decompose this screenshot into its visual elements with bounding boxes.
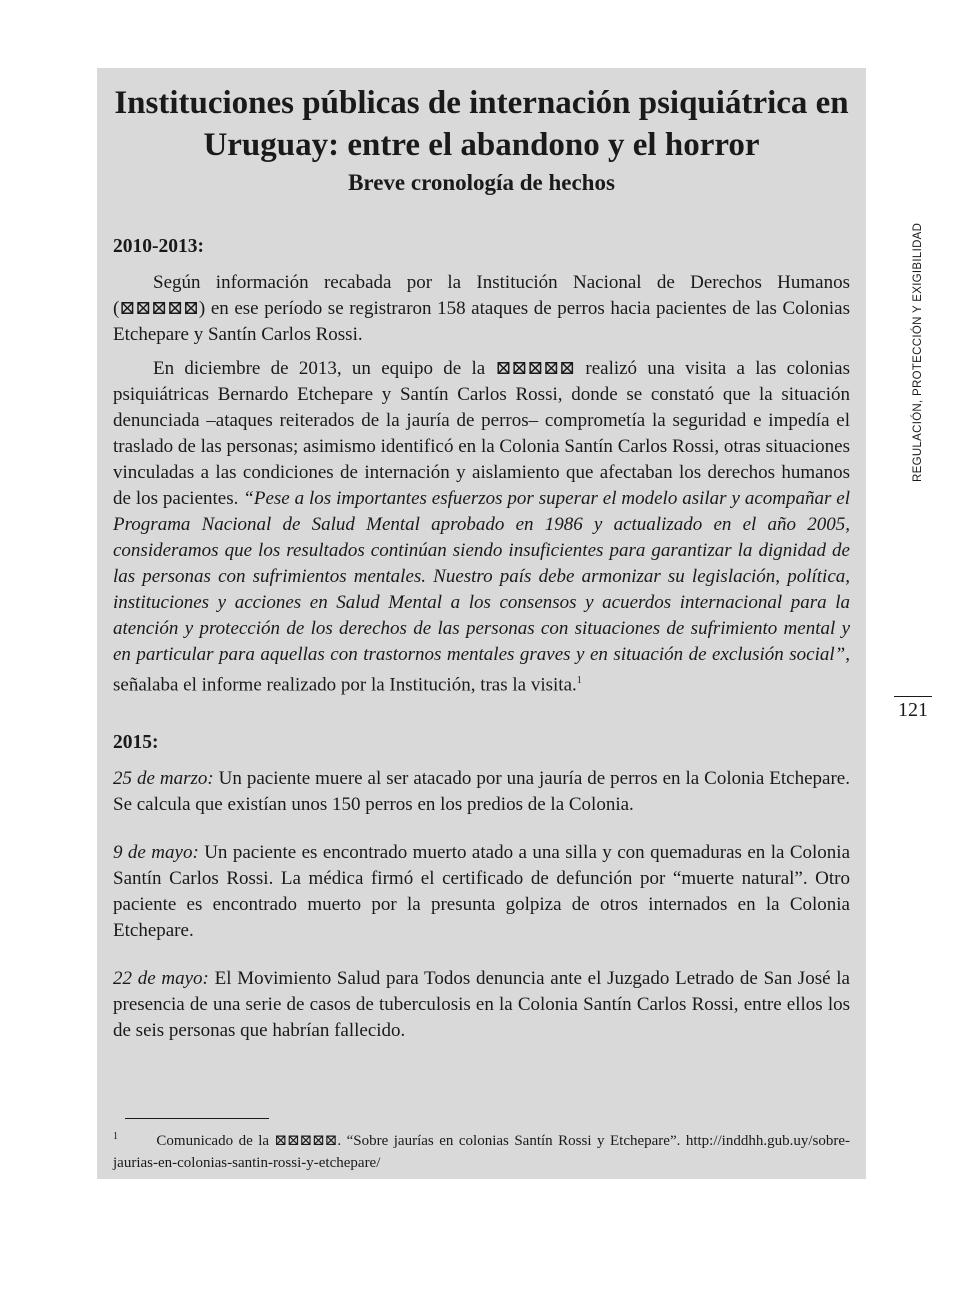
paragraph-2010-2-end: , señalaba el informe realizado por la Institución, tras la visita. (113, 644, 850, 696)
entry-text: Un paciente es encontrado muerto atado a una silla y con quemaduras en la Colonia Santín Carlos Rossi. La médica firmó el certificado de defunción por “muerte natural”. Otro paciente es encontrado muerto por la presunta golpiza de otros internados en la Colonia Etchepare. (113, 842, 850, 942)
entry-text: El Movimiento Salud para Todos denuncia ante el Juzgado Letrado de San José la presencia de una serie de casos de tuberculosis en la Colonia Santín Carlos Rossi, entre ellos los de seis personas que habrían fallecido. (113, 968, 850, 1042)
footnote-number: 1 (113, 1131, 118, 1142)
entry-text: Un paciente muere al ser atacado por una jauría de perros en la Colonia Etchepare. Se calcula que existían unos 150 perros en los predios de la Colonia. (113, 768, 850, 816)
footnote (113, 1126, 850, 1174)
page-number: 121 (898, 699, 928, 721)
running-section-title: REGULACIÓN, PROTECCIÓN Y EXIGIBILIDAD (912, 222, 924, 482)
entry-2015-3 (113, 966, 850, 1044)
footnote-reference[interactable]: 1 (576, 675, 582, 686)
paragraph-2010-2-quote: “Pese a los importantes esfuerzos por superar el modelo asilar y acompañar el Programa Nacional de Salud Mental aprobado en 1986 y actualizado en el año 2005, consideramos que los resultados continúan siendo insuficientes para garantizar la dignidad de las personas con sufrimientos mentales. Nuestro país debe armonizar su legislación, política, instituciones y acciones en Salud Mental a los consensos y acuerdos internacional para la atención y protección de los derechos de las personas con situaciones de sufrimiento mental y en particular para aquellas con trastornos mentales graves y en situación de exclusión social” (113, 488, 850, 665)
entry-2015-1 (113, 766, 850, 818)
year-heading-2015: 2015: (113, 732, 159, 754)
paragraph-2010-2-regular: En diciembre de 2013, un equipo de la ⊠⊠⊠⊠⊠ realizó una visita a las colonias psiquiátricas Bernardo Etchepare y Santín Carlos Rossi, donde se constató que la situación denunciada –ataques reiterados de la jauría de perros– comprometía la seguridad e impedía el traslado de las personas; asimismo identificó en la Colonia Santín Carlos Rossi, otras situaciones vinculadas a las condiciones de internación y aislamiento que afectaban los derechos humanos de los pacientes. (113, 358, 850, 509)
entry-date: 9 de mayo: (113, 842, 199, 864)
page-subtitle: Breve cronología de hechos (348, 170, 615, 195)
footnote-text: Comunicado de la ⊠⊠⊠⊠⊠. “Sobre jaurías en colonias Santín Rossi y Etchepare”. http://inddhh.gub.uy/sobre-jaurias-en-colonias-santin-rossi-y-etchepare/ (113, 1133, 850, 1171)
entry-2015-2 (113, 840, 850, 944)
year-heading-2010: 2010-2013: (113, 236, 204, 257)
footnote-divider (125, 1118, 269, 1119)
paragraph-2010-2 (113, 356, 850, 698)
page-number-rule (894, 696, 932, 697)
entry-date: 22 de mayo: (113, 968, 209, 990)
content-box (97, 68, 866, 1179)
entry-date: 25 de marzo: (113, 768, 214, 790)
page-title: Instituciones públicas de internación psiquiátrica en Uruguay: entre el abandono y el horror (114, 85, 849, 163)
paragraph-2010-1: Según información recabada por la Institución Nacional de Derechos Humanos (⊠⊠⊠⊠⊠) en ese período se registraron 158 ataques de perros hacia pacientes de las Colonias Etchepare y Santín Carlos Rossi. (113, 272, 850, 345)
